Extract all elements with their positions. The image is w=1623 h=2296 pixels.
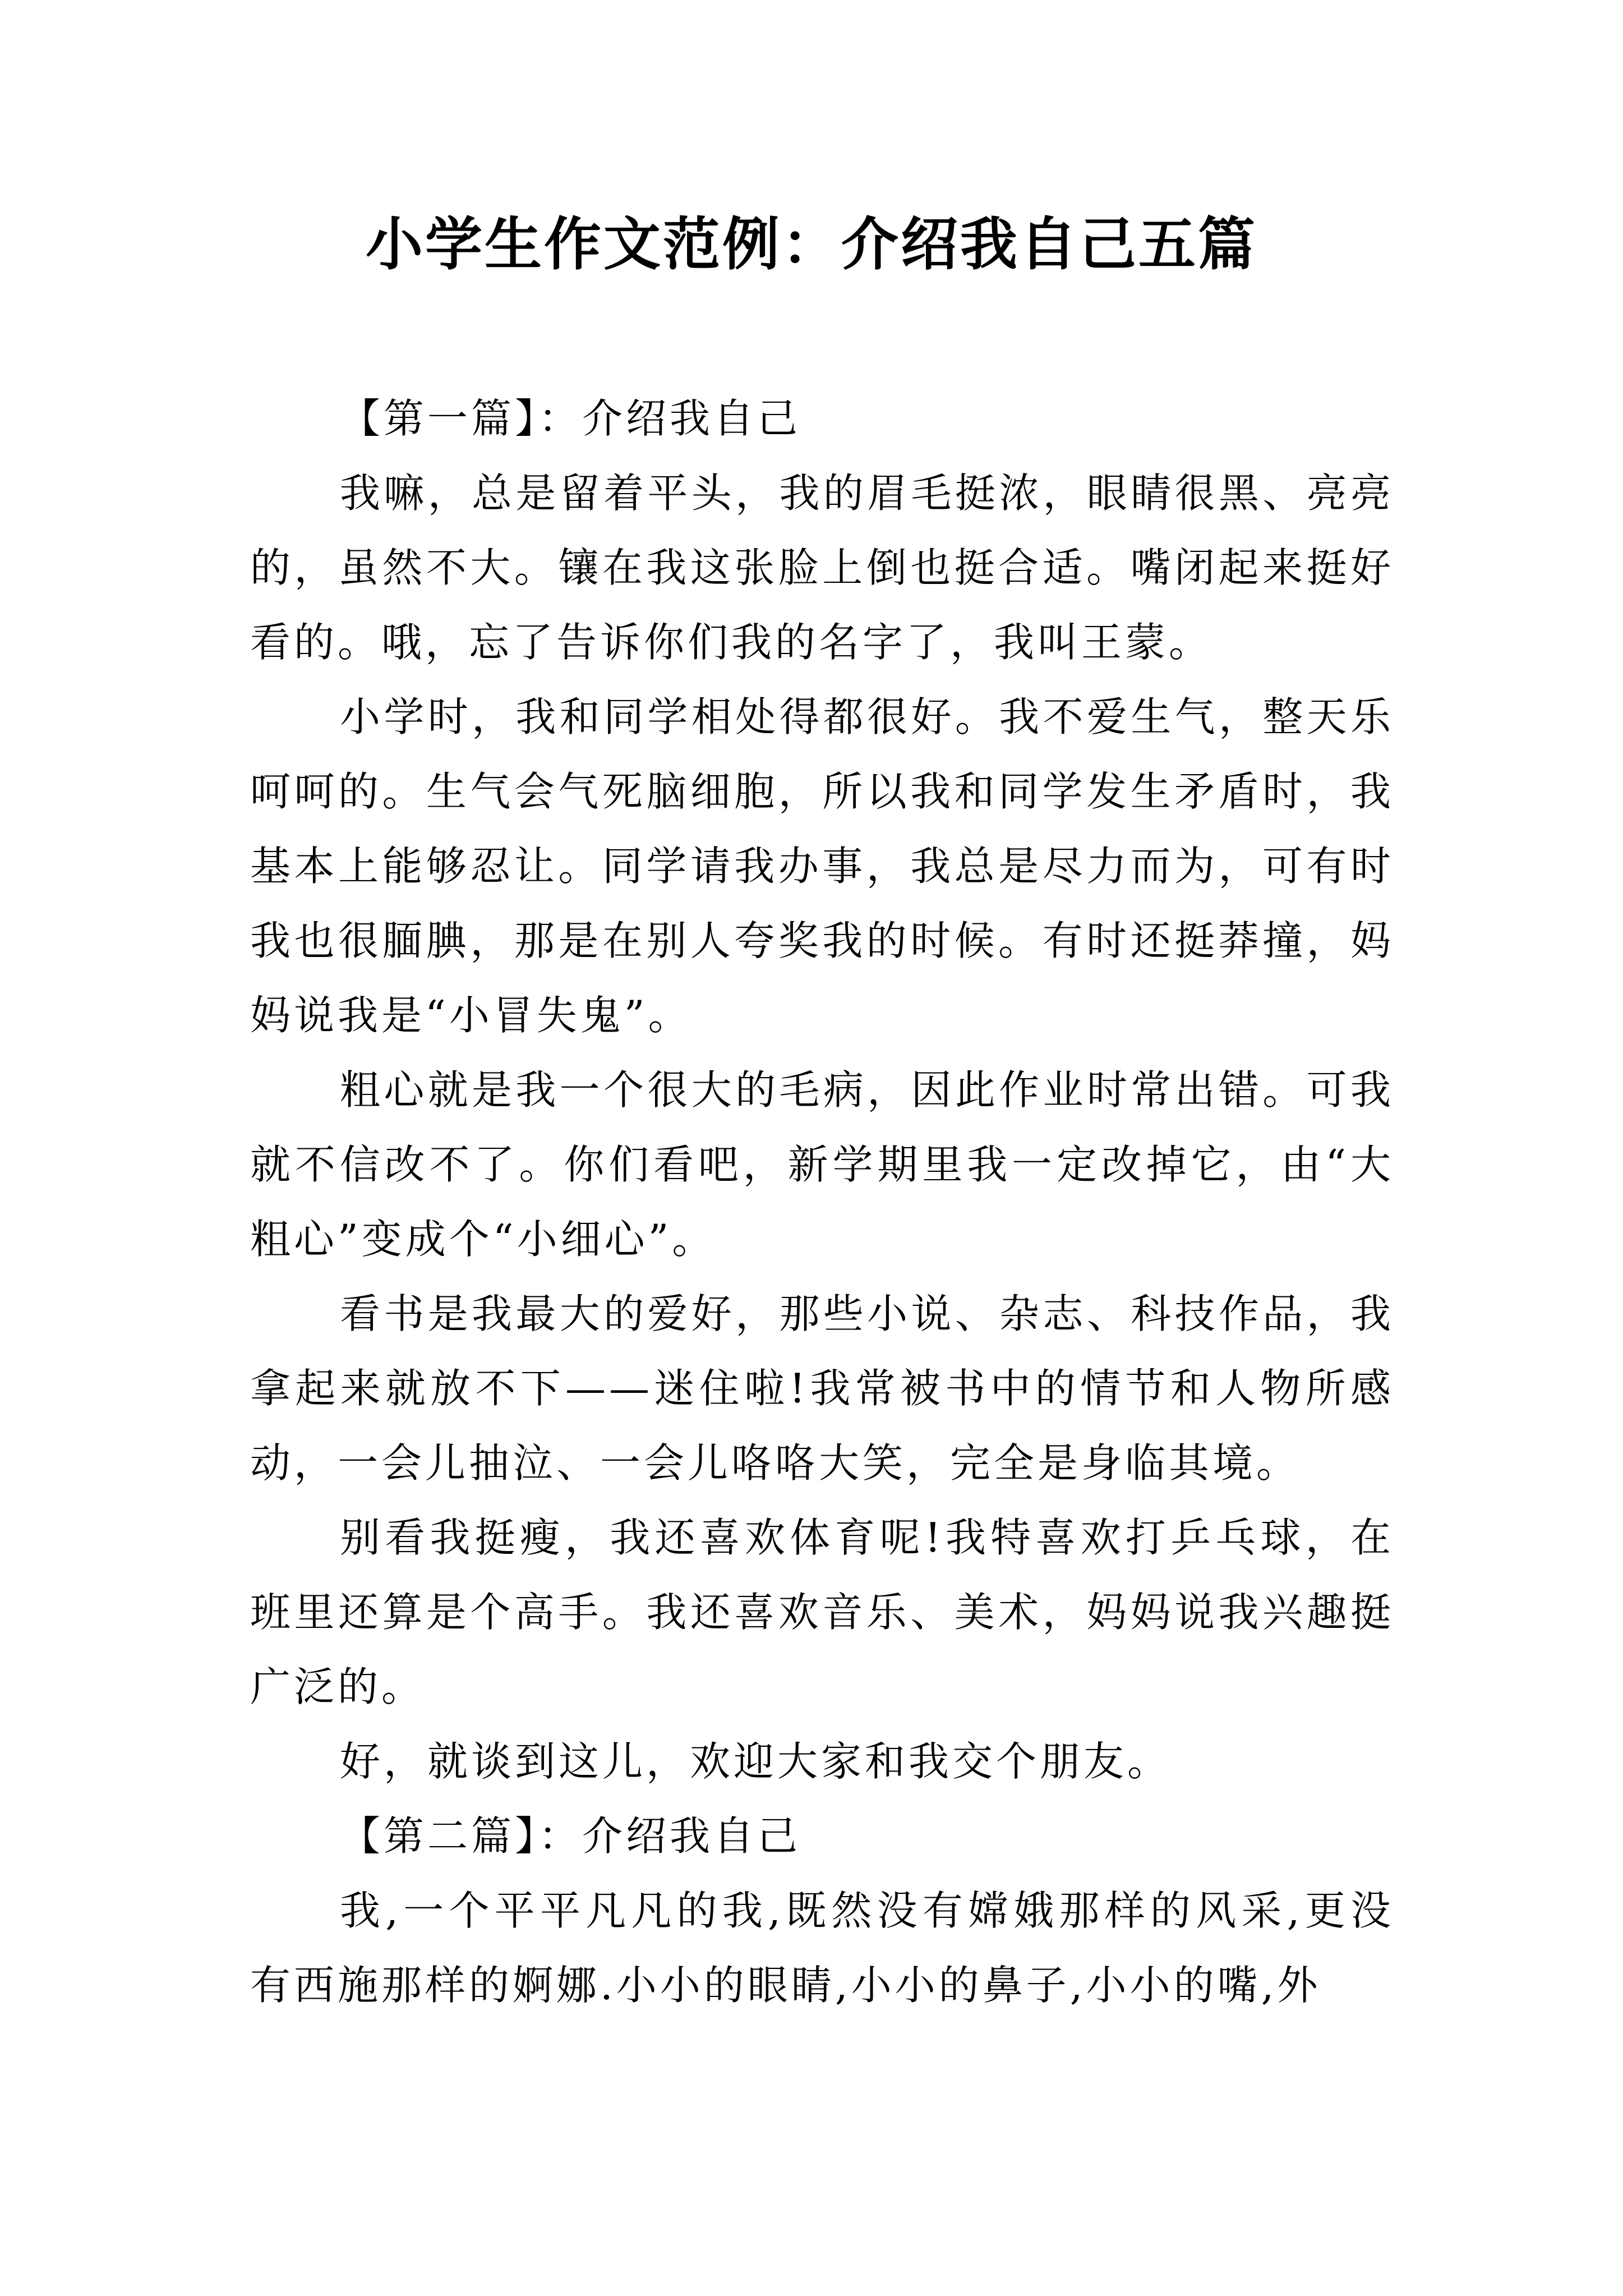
paragraph: 我,一个平平凡凡的我,既然没有嫦娥那样的风采,更没有西施那样的婀娜.小小的眼睛,小小的鼻子,小小的嘴,外: [250, 1887, 1394, 2009]
section-heading-2: 【第二篇】：介绍我自己: [340, 1812, 801, 1860]
paragraph: 小学时，我和同学相处得都很好。我不爱生气，整天乐呵呵的。生气会气死脑细胞，所以我和同学发生矛盾时，我基本上能够忍让。同学请我办事，我总是尽力而为，可有时我也很腼腆，那是在别人夸奖我的时候。有时还挺莽撞，妈妈说我是“小冒失鬼”。: [250, 693, 1394, 1039]
paragraph: 粗心就是我一个很大的毛病，因此作业时常出错。可我就不信改不了。你们看吧，新学期里我一定改掉它，由“大粗心”变成个“小细心”。: [250, 1066, 1394, 1263]
paragraph: 我嘛，总是留着平头，我的眉毛挺浓，眼睛很黑、亮亮的，虽然不大。镶在我这张脸上倒也挺合适。嘴闭起来挺好看的。哦，忘了告诉你们我的名字了，我叫王蒙。: [250, 470, 1394, 666]
paragraph: 别看我挺瘦，我还喜欢体育呢!我特喜欢打乒乓球，在班里还算是个高手。我还喜欢音乐、美术，妈妈说我兴趣挺广泛的。: [250, 1514, 1394, 1710]
page-title: 小学生作文范例：介绍我自己五篇: [366, 211, 1257, 278]
document-body: [250, 381, 1394, 2023]
paragraph: 好，就谈到这儿，欢迎大家和我交个朋友。: [340, 1738, 1172, 1785]
section-heading-1: 【第一篇】：介绍我自己: [340, 395, 801, 442]
paragraph: 看书是我最大的爱好，那些小说、杂志、科技作品，我拿起来就放不下——迷住啦!我常被书中的情节和人物所感动，一会儿抽泣、一会儿咯咯大笑，完全是身临其境。: [250, 1290, 1394, 1487]
